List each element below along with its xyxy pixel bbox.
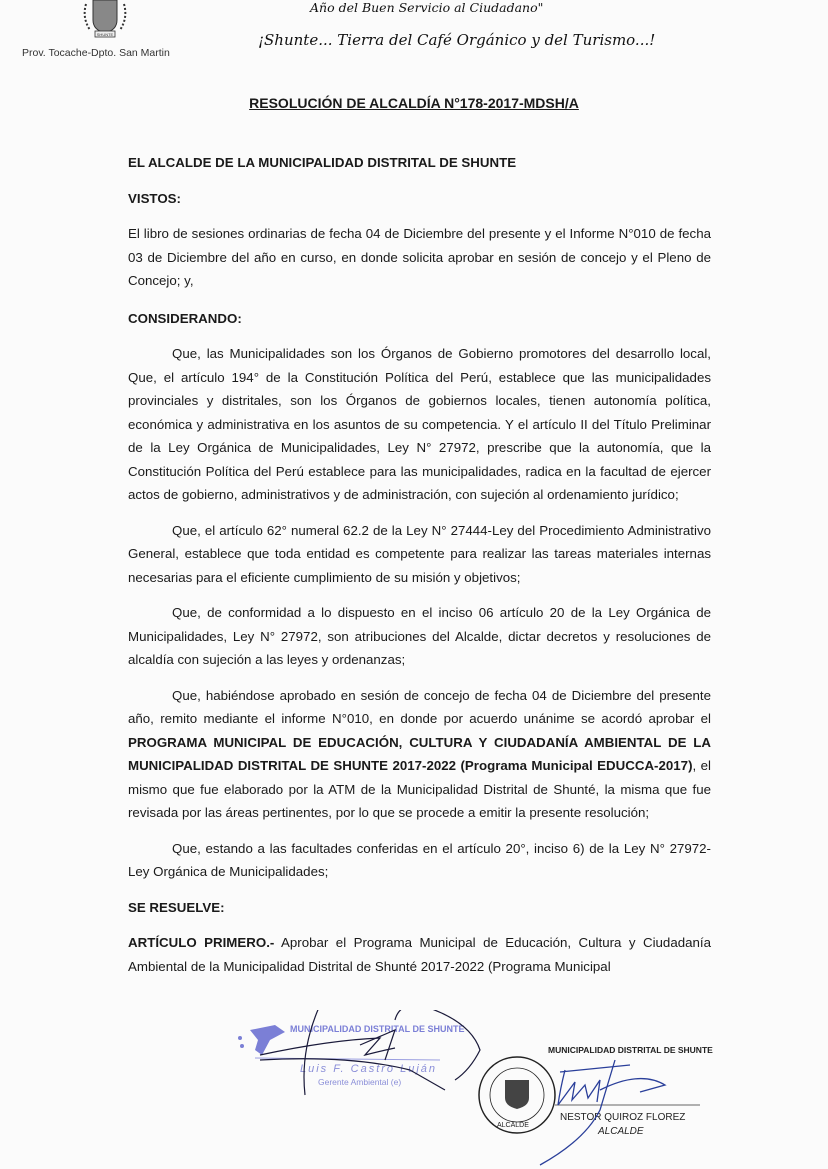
articulo-text: Aprobar el Programa Municipal de Educación, Cultura y Ciudadanía Ambiental de la Municipalidad Distrital de Shunté 2017-2022 (Programa Municipal [128, 935, 711, 974]
considerando-paragraph: Que, el artículo 62° numeral 62.2 de la Ley N° 27444-Ley del Procedimiento Administrativo General, establece que toda entidad es competente para realizar las tareas materiales internas necesarias para el eficiente cumplimiento de su misión y objetivos; [128, 522, 711, 585]
approval-paragraph [128, 684, 711, 825]
year-motto: Año del Buen Servicio al Ciudadano" [310, 0, 544, 15]
right-stamp-title: MUNICIPALIDAD DISTRITAL DE SHUNTE [548, 1045, 713, 1055]
considerando-paragraph: Que, las Municipalidades son los Órganos de Gobierno promotores del desarrollo local, Que, el artículo 194° de la Constitución Política del Perú, establece que las municipalidades provinciales y distritales, son los Órganos de gobiernos locales, tienen autonomía política, económica y administrativa en los asuntos de su competencia. Y el artículo II del Título Preliminar de la Ley Orgánica de Municipalidades, Ley N° 27972, prescribe que la autonomía, que la Constitución Política del Perú establece para las municipalidades, radica en la facultad de ejercer actos de gobierno, administrativos y de administración, con sujeción al ordenamiento jurídico; [128, 346, 711, 502]
approval-text-start: Que, habiéndose aprobado en sesión de concejo de fecha 04 de Diciembre del presente año, remito mediante el informe N°010, en donde por acuerdo unánime se acordó aprobar el [128, 687, 711, 726]
left-stamp-title: MUNICIPALIDAD DISTRITAL DE SHUNTE [290, 1024, 465, 1034]
seal-bottom-text: ALCALDE [497, 1122, 529, 1129]
articulo-label: ARTÍCULO PRIMERO.- [128, 935, 275, 950]
articulo-primero [128, 931, 711, 978]
municipal-crest-icon [78, 0, 132, 38]
vistos-text: El libro de sesiones ordinarias de fecha 04 de Diciembre del presente y el Informe N°010 de fecha 03 de Diciembre del año en curso, en donde solicita aprobar en sesión de concejo y el Pleno de Concejo; y, [128, 226, 711, 288]
right-signer-role: ALCALDE [598, 1126, 644, 1137]
se-resuelve-heading: SE RESUELVE: [128, 899, 225, 915]
signature-area [0, 1010, 828, 1169]
right-signer-name: NESTOR QUIROZ FLOREZ [560, 1112, 686, 1123]
considerando-paragraph: Que, de conformidad a lo dispuesto en el inciso 06 artículo 20 de la Ley Orgánica de Municipalidades, Ley N° 27972, son atribuciones del Alcalde, dictar decretos y resoluciones de alcaldía con sujeción a las leyes y ordenanzas; [128, 605, 711, 667]
faculties-paragraph: Que, estando a las facultades conferidas en el artículo 20°, inciso 6) de la Ley N° 27972-Ley Orgánica de Municipalidades; [128, 840, 711, 879]
program-name: PROGRAMA MUNICIPAL DE EDUCACIÓN, CULTURA Y CIUDADANÍA AMBIENTAL DE LA MUNICIPALIDAD DISTRITAL DE SHUNTE 2017-2022 (Programa Municipal EDUCCA-2017) [128, 734, 711, 773]
document-body [128, 151, 711, 978]
approval-text-end: , el mismo que fue elaborado por la ATM de la Municipalidad Distrital de Shunté, la misma que fue revisada por las áreas pertinentes, por lo que se procede a emitir la presente resolución; [128, 758, 711, 820]
vistos-heading: VISTOS: [128, 190, 181, 206]
considerando-heading: CONSIDERANDO: [128, 310, 242, 326]
resolution-title: RESOLUCIÓN DE ALCALDÍA N°178-2017-MDSH/A [249, 95, 579, 111]
left-signer-role: Gerente Ambiental (e) [318, 1077, 402, 1087]
left-signer-name: Luis F. Castro Luján [300, 1063, 438, 1075]
slogan: ¡Shunte... Tierra del Café Orgánico y del Turismo...! [258, 31, 656, 49]
province-label: Prov. Tocache-Dpto. San Martin [22, 47, 170, 59]
crest-label: SHUNTE [96, 32, 114, 37]
authority-heading: EL ALCALDE DE LA MUNICIPALIDAD DISTRITAL DE SHUNTE [128, 155, 517, 170]
